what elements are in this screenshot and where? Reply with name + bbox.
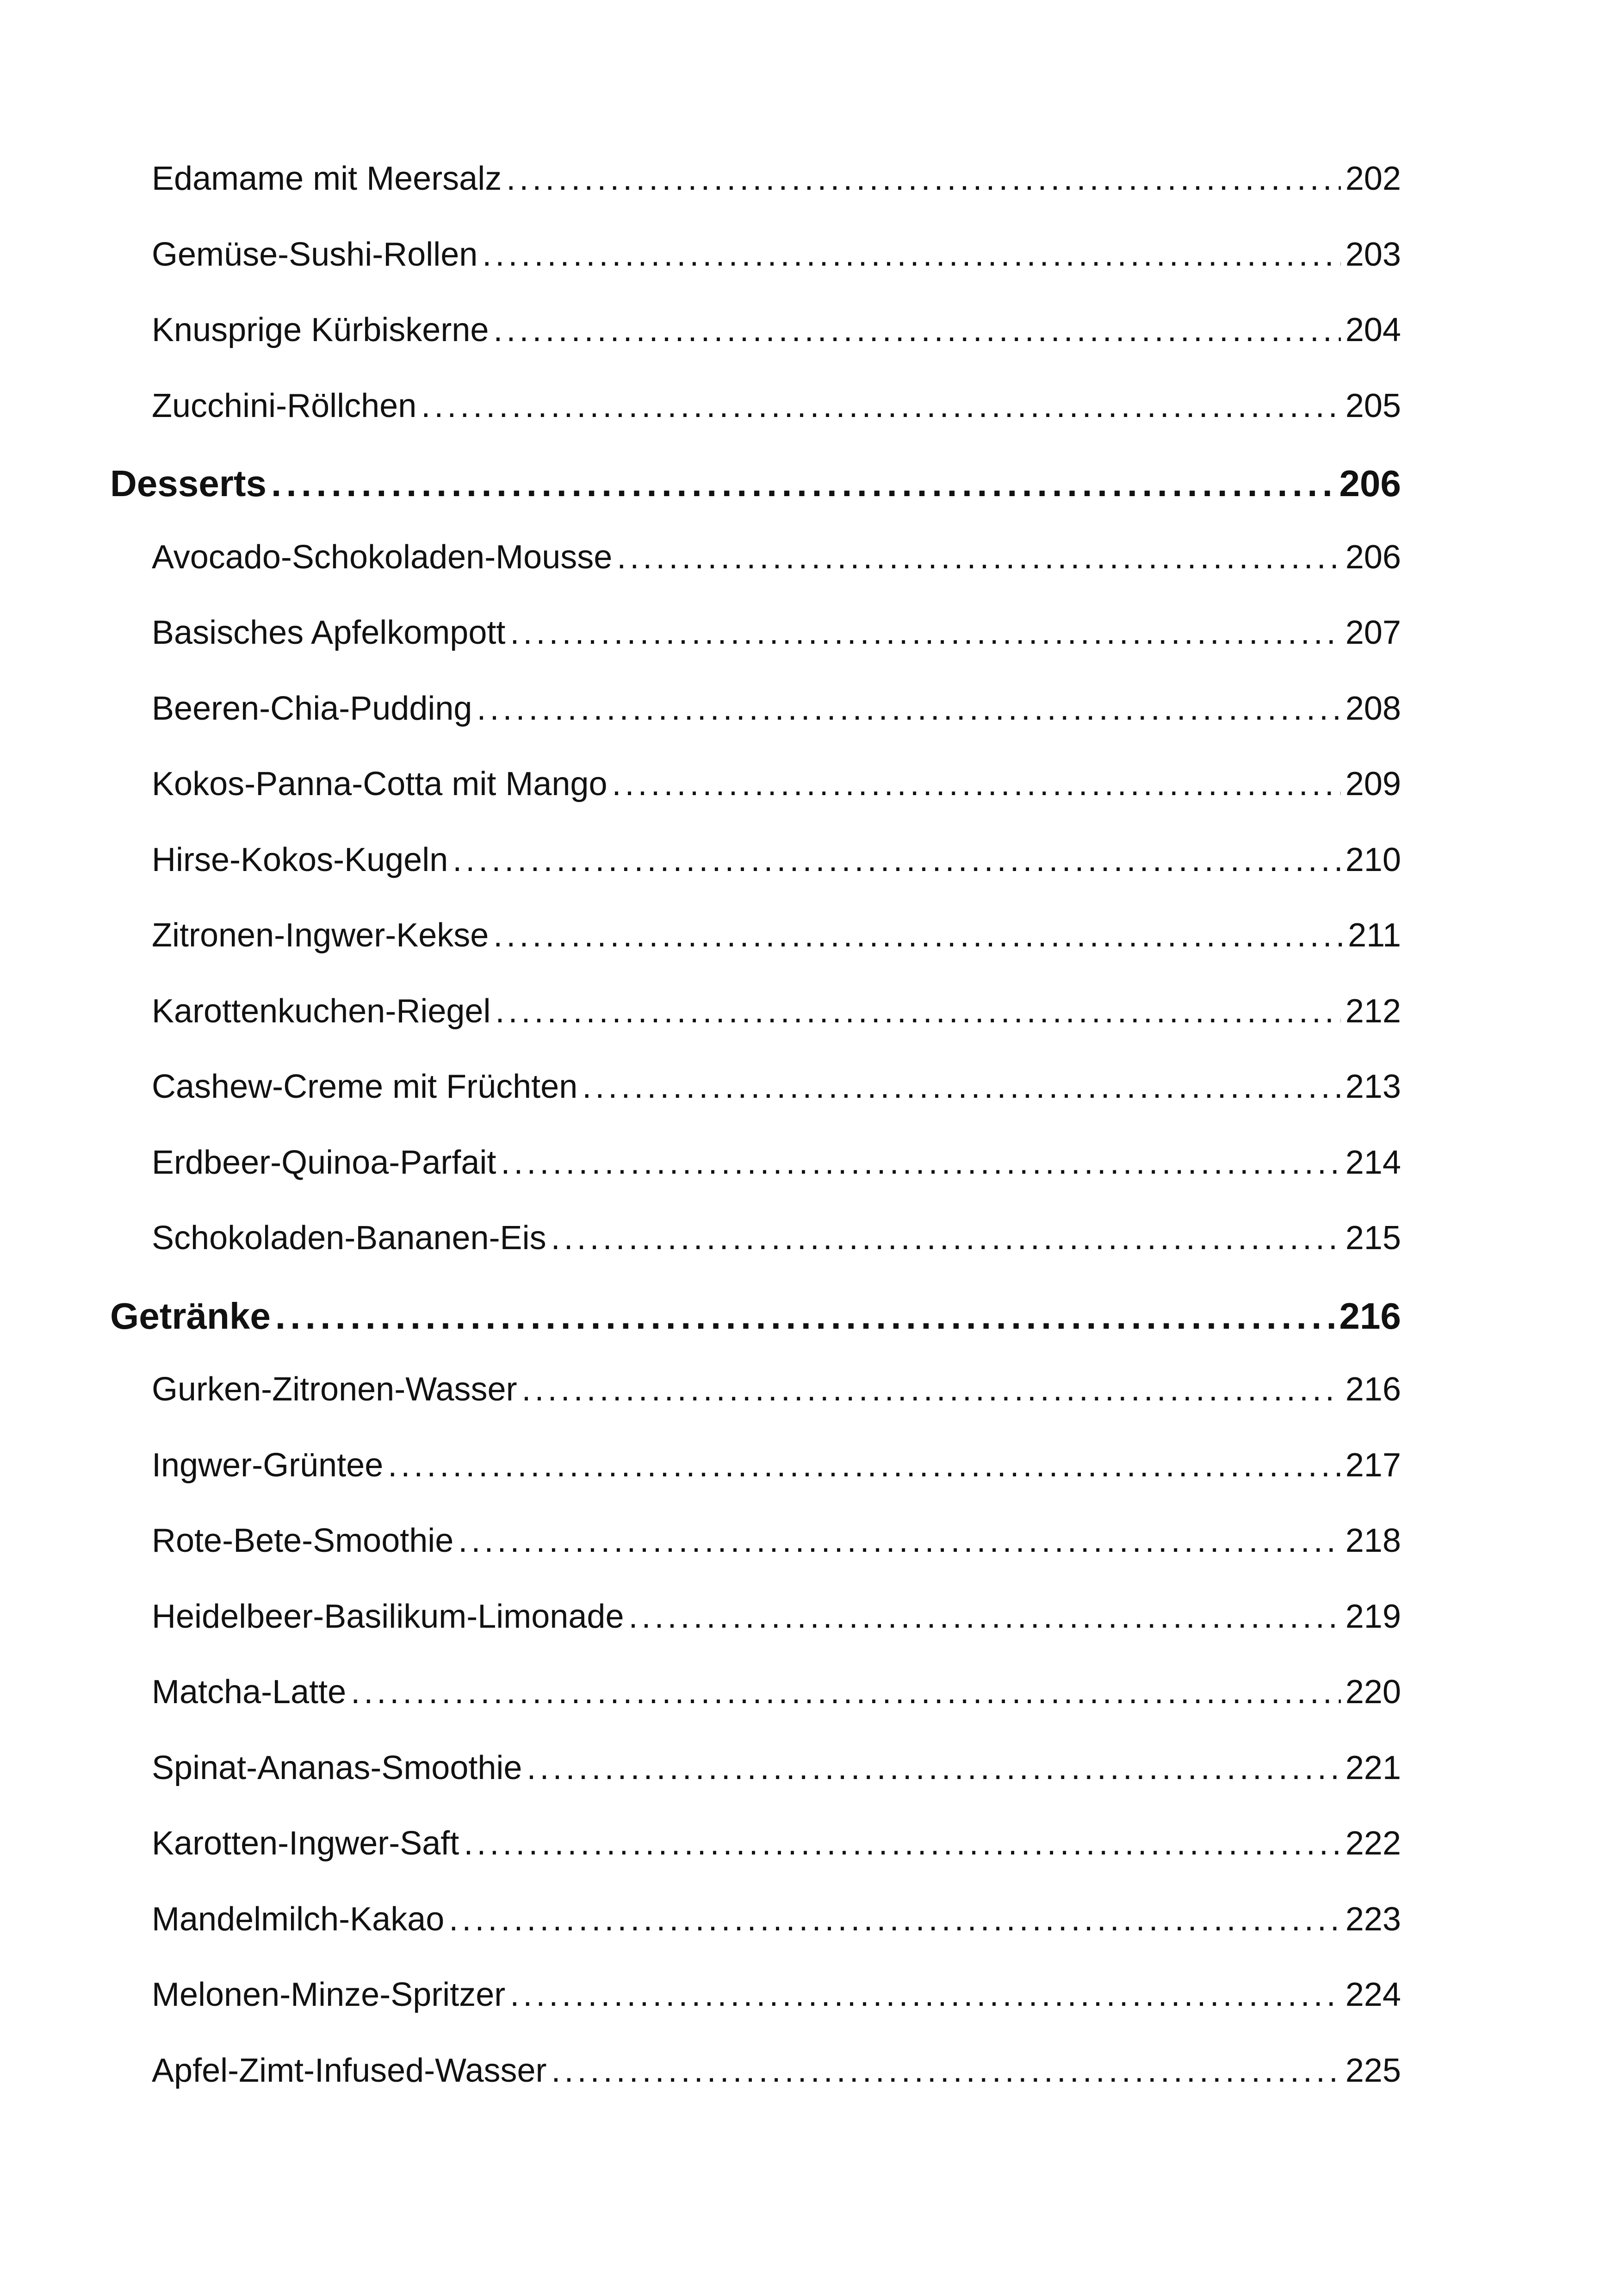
dot-leader [388,1446,1341,1484]
page-number: 205 [1345,387,1401,424]
toc-entry[interactable] [152,1144,1401,1182]
dot-leader [527,1749,1340,1787]
page-number: 207 [1345,614,1401,651]
page-number: 214 [1345,1144,1401,1181]
page-number: 206 [1339,463,1401,504]
dot-leader [275,1295,1335,1338]
dot-leader [628,1598,1340,1636]
toc-entry[interactable] [152,690,1401,728]
entry-title: Knusprige Kürbiskerne [152,311,489,348]
dot-leader [458,1522,1341,1560]
dot-leader [552,2052,1341,2090]
toc-entry[interactable] [152,1824,1401,1862]
toc-entry[interactable] [152,841,1401,879]
toc-entry[interactable] [152,1900,1401,1938]
entry-title: Ingwer-Grüntee [152,1446,384,1484]
dot-leader [271,462,1335,505]
dot-leader [495,992,1340,1030]
dot-leader [453,841,1341,879]
entry-title: Matcha-Latte [152,1674,347,1711]
toc-entry[interactable] [152,1598,1401,1636]
page-number: 224 [1345,1976,1401,2013]
toc-entry[interactable] [152,1219,1401,1257]
toc-entry[interactable] [152,1749,1401,1787]
page-number: 217 [1345,1446,1401,1484]
page-number: 211 [1348,917,1401,954]
dot-leader [510,614,1340,652]
dot-leader [582,1068,1341,1106]
toc-entry[interactable] [152,387,1401,425]
entry-title: Gurken-Zitronen-Wasser [152,1371,517,1408]
entry-title: Cashew-Creme mit Früchten [152,1068,578,1105]
entry-title: Karotten-Ingwer-Saft [152,1825,459,1862]
page-number: 204 [1345,311,1401,348]
page-number: 203 [1345,236,1401,273]
entry-title: Basisches Apfelkompott [152,614,506,651]
entry-title: Rote-Bete-Smoothie [152,1522,454,1559]
page-number: 206 [1345,538,1401,576]
entry-title: Kokos-Panna-Cotta mit Mango [152,765,608,803]
page-number: 219 [1345,1598,1401,1635]
entry-title: Zucchini-Röllchen [152,387,417,424]
toc-entry[interactable] [152,236,1401,274]
toc-entry[interactable] [152,2052,1401,2090]
entry-title: Spinat-Ananas-Smoothie [152,1749,522,1786]
page-number: 216 [1345,1371,1401,1408]
page-number: 213 [1345,1068,1401,1105]
entry-title: Hirse-Kokos-Kugeln [152,841,448,878]
page-number: 220 [1345,1674,1401,1711]
toc-entry[interactable] [152,1068,1401,1106]
entry-title: Heidelbeer-Basilikum-Limonade [152,1598,624,1635]
toc-entry[interactable] [152,1976,1401,2014]
dot-leader [351,1673,1341,1711]
dot-leader [522,1370,1341,1408]
dot-leader [506,160,1341,198]
entry-title: Melonen-Minze-Spritzer [152,1976,506,2013]
entry-title: Beeren-Chia-Pudding [152,690,472,727]
entry-title: Apfel-Zimt-Infused-Wasser [152,2052,547,2089]
page-number: 210 [1345,841,1401,878]
dot-leader [612,765,1340,803]
toc-entry[interactable] [152,992,1401,1030]
section-title: Desserts [110,463,267,504]
page-number: 216 [1339,1295,1401,1337]
page-number: 222 [1345,1825,1401,1862]
page-number: 223 [1345,1900,1401,1938]
toc-entry[interactable] [152,311,1401,349]
dot-leader [449,1900,1341,1938]
dot-leader [617,538,1341,576]
entry-title: Gemüse-Sushi-Rollen [152,236,478,273]
page-number: 225 [1345,2052,1401,2089]
toc-entry[interactable] [152,538,1401,576]
dot-leader [482,236,1341,274]
toc-entry[interactable] [152,614,1401,652]
entry-title: Erdbeer-Quinoa-Parfait [152,1144,496,1181]
page-number: 209 [1345,765,1401,803]
page-number: 202 [1345,160,1401,197]
page-number: 215 [1345,1220,1401,1257]
dot-leader [493,916,1343,954]
dot-leader [510,1976,1341,2014]
entry-title: Edamame mit Meersalz [152,160,502,197]
dot-leader [493,311,1340,349]
toc-entry[interactable] [152,1522,1401,1560]
entry-title: Avocado-Schokoladen-Mousse [152,538,613,576]
toc-entry[interactable] [152,1673,1401,1711]
toc-entry[interactable] [152,1370,1401,1408]
entry-title: Schokoladen-Bananen-Eis [152,1220,546,1257]
entry-title: Mandelmilch-Kakao [152,1900,445,1938]
toc-entry[interactable] [152,160,1401,198]
dot-leader [477,690,1340,728]
toc-section-heading[interactable] [110,462,1401,505]
dot-leader [421,387,1341,425]
entry-title: Karottenkuchen-Riegel [152,992,491,1030]
page-number: 208 [1345,690,1401,727]
toc-entry[interactable] [152,1446,1401,1484]
dot-leader [464,1824,1341,1862]
section-title: Getränke [110,1295,271,1337]
dot-leader [501,1144,1340,1182]
toc-entry[interactable] [152,765,1401,803]
page-number: 218 [1345,1522,1401,1559]
dot-leader [551,1219,1341,1257]
toc-section-heading[interactable] [110,1295,1401,1338]
entry-title: Zitronen-Ingwer-Kekse [152,917,489,954]
page-number: 212 [1345,992,1401,1030]
page-number: 221 [1345,1749,1401,1786]
toc-entry[interactable] [152,916,1401,954]
